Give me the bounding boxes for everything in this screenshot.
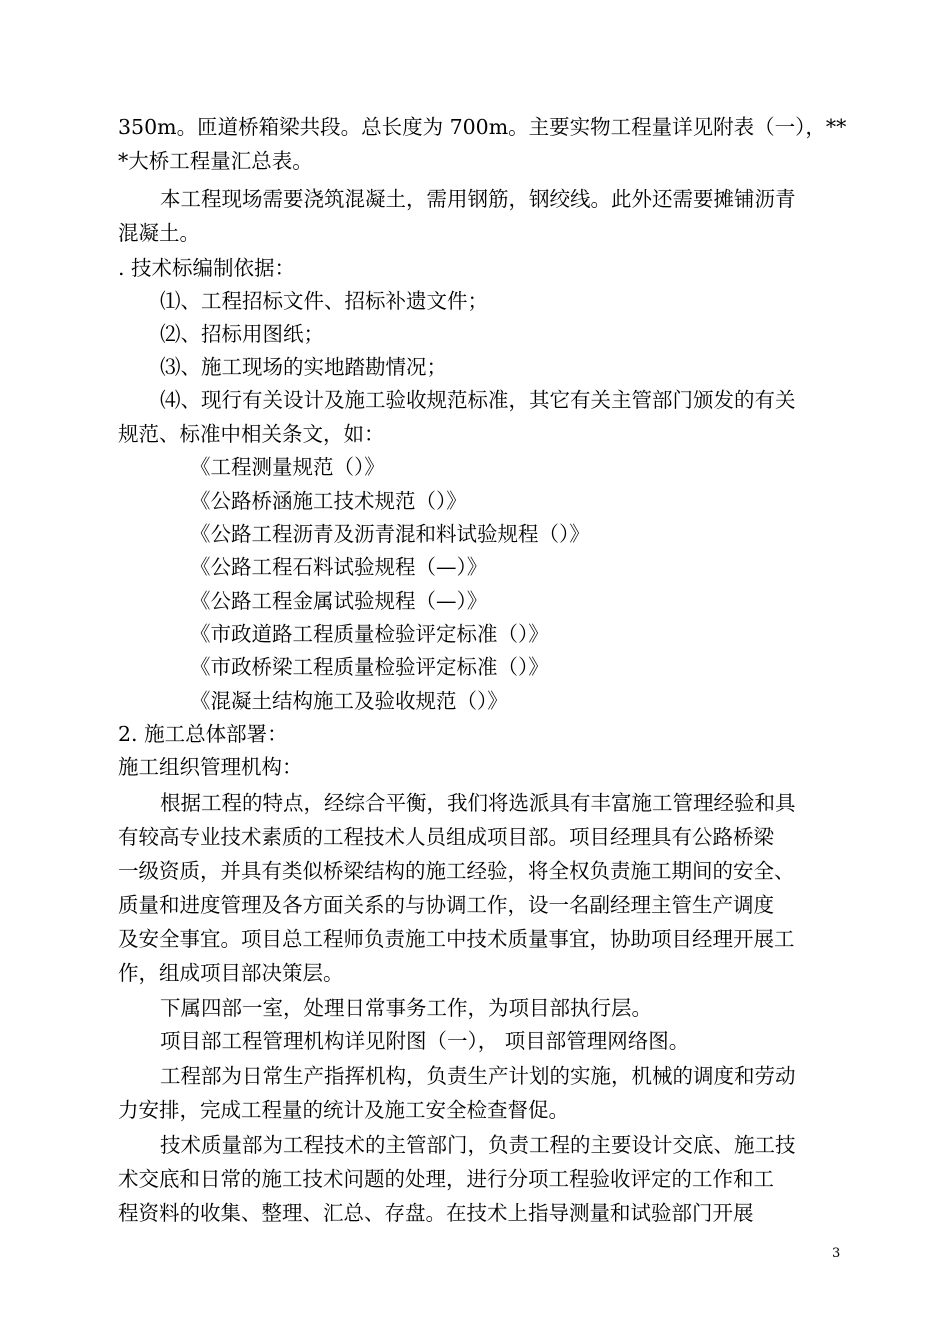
standard-reference: 《公路工程沥青及沥青混和料试验规程（）》: [190, 522, 590, 546]
body-text-line: 质量和进度管理及各方面关系的与协调工作，设一名副经理主管生产调度: [118, 893, 774, 917]
list-item: ⑴、工程招标文件、招标补遗文件；: [160, 289, 488, 313]
list-item: ⑷、现行有关设计及施工验收规范标准，其它有关主管部门颁发的有关: [160, 388, 796, 412]
standard-reference: 《市政桥梁工程质量检验评定标准（）》: [190, 655, 549, 679]
body-text-line: 一级资质，并具有类似桥梁结构的施工经验，将全权负责施工期间的安全、: [118, 859, 795, 883]
standard-reference: 《市政道路工程质量检验评定标准（）》: [190, 622, 549, 646]
section-heading: . 技术标编制依据：: [118, 256, 296, 280]
body-text-line: 根据工程的特点，经综合平衡，我们将选派具有丰富施工管理经验和具: [160, 791, 796, 815]
body-text-line: 及安全事宜。项目总工程师负责施工中技术质量事宜，协助项目经理开展工: [118, 927, 795, 951]
body-text-line: 项目部工程管理机构详见附图（一）， 项目部管理网络图。: [160, 1029, 690, 1053]
standard-reference: 《公路工程金属试验规程（—）》: [190, 589, 488, 613]
body-text-line: 下属四部一室，处理日常事务工作，为项目部执行层。: [160, 996, 652, 1020]
body-text-line: 混凝土。: [118, 221, 200, 245]
body-text-line: 工程部为日常生产指挥机构，负责生产计划的实施，机械的调度和劳动: [160, 1064, 796, 1088]
body-text-line: 程资料的收集、整理、汇总、存盘。在技术上指导测量和试验部门开展: [118, 1201, 754, 1225]
standard-reference: 《公路工程石料试验规程（—）》: [190, 555, 488, 579]
standard-reference: 《混凝土结构施工及验收规范（）》: [190, 689, 508, 713]
body-text-line: 术交底和日常的施工技术问题的处理，进行分项工程验收评定的工作和工: [118, 1167, 774, 1191]
body-text-line: *大桥工程量汇总表。: [118, 149, 313, 173]
body-text-line: 作，组成项目部决策层。: [118, 961, 344, 985]
body-text-line: 350m。匝道桥箱梁共段。总长度为 700m。主要实物工程量详见附表（一），**: [118, 115, 847, 139]
list-item: ⑵、招标用图纸；: [160, 322, 324, 346]
standard-reference: 《工程测量规范（）》: [190, 455, 385, 479]
list-item: ⑶、施工现场的实地踏勘情况；: [160, 355, 447, 379]
body-text-line: 力安排，完成工程量的统计及施工安全检查督促。: [118, 1098, 569, 1122]
body-text-line: 规范、标准中相关条文，如：: [118, 422, 385, 446]
page-number: 3: [832, 1246, 841, 1261]
section-heading: 2. 施工总体部署：: [118, 722, 288, 746]
body-text-line: 有较高专业技术素质的工程技术人员组成项目部。项目经理具有公路桥梁: [118, 825, 774, 849]
body-text-line: 技术质量部为工程技术的主管部门，负责工程的主要设计交底、施工技: [160, 1133, 796, 1157]
subsection-heading: 施工组织管理机构：: [118, 755, 303, 779]
standard-reference: 《公路桥涵施工技术规范（）》: [190, 489, 467, 513]
body-text-line: 本工程现场需要浇筑混凝土，需用钢筋，钢绞线。此外还需要摊铺沥青: [160, 187, 796, 211]
